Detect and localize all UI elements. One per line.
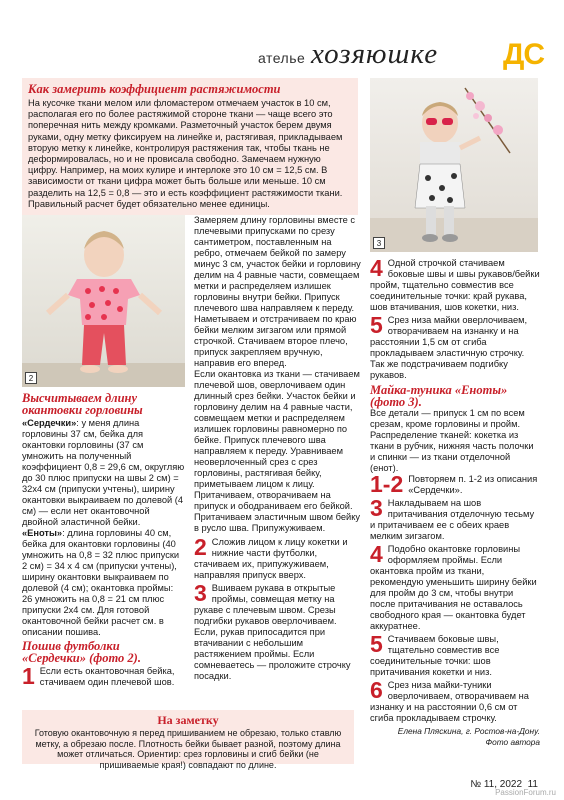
- step-text: Вшиваем рукава в открытые проймы, совмещая метку на рукаве с плечевым швом. Срезы подгибки рукавов оверлочиваем. Если, рукав припосадится при втачивании с небольшим растяжением проймы. Если сомневаетесь — проложите строчку посадки.: [194, 583, 351, 681]
- intro-title: Как замерить коэффициент растяжимости: [28, 82, 281, 96]
- photo-3: [370, 78, 538, 252]
- issue-number: № 11, 2022: [470, 779, 523, 790]
- photo-2: [22, 215, 185, 387]
- step-number: 2: [194, 537, 207, 560]
- step-1-2: [370, 474, 540, 496]
- intro-box: [22, 78, 358, 215]
- masthead: [258, 38, 558, 74]
- step-text: Срез низа майки оверлочиваем, отворачиваем на изнанку и на расстоянии 1,5 см от сгиба прокладываем эластичную строчку. Так же подстрачиваем подгибку рукавов.: [370, 315, 528, 380]
- paragraph: Замеряем длину горловины вместе с плечевыми припусками по срезу сантиметром, поставленным на ребро, отмечаем бейкой по замеру минус 3 см, участок бейки и горловину делим на 4 равные части, совмещаем метки и распределяем излишек горловины внутри бейки. Припуск плечевого шва направляем к переду. Наметываем и отстрачиваем по краю бейки мелким зигзагом или прямой строчкой. Стачиваем второе плечо, припуск закрепляем вручную, направив его вперед.: [194, 215, 361, 368]
- step-text: Повторяем п. 1-2 из описания «Сердечки».: [408, 474, 538, 495]
- paragraph: Если окантовка из ткани — стачиваем плечевой шов, оверлочиваем один длинный срез бейки. Участок бейки и горловину делим на 4 равные части, совмещаем метки и распределяем излишек горловины равномерно по бейке. Припуск плечевого шва направляем к переду. Уравниваем неоверлоченный срез с срез горловины, растягивая бейку, приметываем лицом к лицу. Притачиваем, отворачиваем на припуск и ободраниваем его бейкой. Притачиваем эластичным швом бейку в русло шва. Припужуживаем.: [194, 369, 361, 533]
- section-heading-tshirt: Пошив футболки «Сердечки» (фото 2).: [22, 639, 141, 665]
- watermark: PassionForum.ru: [495, 788, 556, 797]
- step-text: Накладываем на шов притачивания отделочную тесьму и притачиваем ее с обеих краев мелким зигзагом.: [370, 498, 535, 541]
- calc-raccoons: [22, 528, 186, 638]
- column-3: [370, 258, 540, 748]
- author-signature: Елена Пляскина, г. Ростов-на-Дону.: [397, 726, 540, 736]
- hearts-lead: «Сердечки»: [22, 418, 77, 428]
- column-2: [194, 215, 362, 684]
- toddler-hearts-photo: [22, 215, 185, 387]
- step-text: Одной строчкой стачиваем боковые швы и швы рукавов/бейки пройм, тщательно совместив все соединительные точки: край рукава, шов втачивания, шов кокетки, низ.: [370, 258, 540, 312]
- calc-hearts: [22, 418, 186, 528]
- step-3: [370, 498, 540, 542]
- intro-text: На кусочке ткани мелом или фломастером отмечаем участок в 10 см, располагая его по более растяжимой стороне ткани — чаще всего это поперечная нить между кромками. Разметочный участок берем двумя руками, одну метку фиксируем на линейке и, растягивая, прикладываем вторую метку к линейке, контролируя растяжения так, чтобы ткань не деформировалась, но и не провисала свободно. Замечаем нужную цифру. Например, на моих кулире и интерлоке это 10 см = 12,5 см. В зависимости от ткани цифра может быть больше или меньше. 10 см разделить на 12,5 = 0,8 — это и есть коэффициент растяжимости ткани. Правильный расчет будет обязательно менее единицы.: [28, 98, 343, 209]
- step-5: [370, 315, 540, 381]
- step-number: 3: [370, 498, 383, 521]
- photo-number: 2: [25, 372, 37, 384]
- column-1: [22, 392, 186, 690]
- photo-number: 3: [373, 237, 385, 249]
- step-text: Стачиваем боковые швы, тщательно совместив все соединительные точки: шов притачивания кокетки и низ.: [370, 634, 500, 677]
- step-4: [370, 258, 540, 313]
- note-box: [22, 710, 354, 770]
- step-number: 1: [22, 666, 35, 688]
- toddler-flowers-photo: [370, 78, 538, 252]
- step-text: Подобно окантовке горловины оформляем проймы. Если окантовка пройм из ткани, рекомендую уменьшить ширину бейки для пройм до 3 см, чтобы внутри после притачивания не оставалось свободного края — окантовка будет аккуратнее.: [370, 544, 537, 631]
- step-3: [194, 583, 362, 682]
- note-text: Готовую окантовочную я перед пришиванием не обрезаю, только ставлю метку, а обрезаю после. Плотность бейки бывает разной, поэтому длина может отличаться. Ориентир: срез горловины и сгиб бейки (не пришиваемые края!) совпадают по длине.: [34, 728, 342, 770]
- photo-credit: Фото автора: [485, 737, 540, 747]
- step-2: [194, 537, 362, 581]
- raccoons-text: : длина горловины 40 см, бейка для окантовки горловины (40 умножить на 0,8 = 32 плюс припуски 2 см) = 34 х 4 см (припуски учтены), ширину окантовки выкраиваем по долевой (4 см); окантовка проймы: 26 умножить на 0,8 = 21 см плюс припуски 2х4 см. Для готовой окантовочной бейки расчет см. в описании пошива.: [22, 528, 180, 637]
- step-text: Сложив лицом к лицу кокетки и нижние части футболки, стачиваем их, припужуживаем, направляя припуск вверх.: [194, 537, 348, 580]
- step-5: [370, 634, 540, 678]
- note-title: На заметку: [157, 713, 219, 727]
- step-text: Если есть окантовочная бейка, стачиваем один плечевой шов.: [39, 666, 175, 687]
- section-heading-tunic: Майка-туника «Еноты» (фото 3).: [370, 383, 508, 409]
- masthead-title: хозяюшке: [311, 38, 439, 70]
- page-number: 11: [527, 779, 538, 790]
- step-number: 4: [370, 258, 383, 281]
- step-4: [370, 544, 540, 632]
- hearts-text: : у меня длина горловины 37 см, бейка для окантовки горловины (37 см умножить на полученный коэффициент 0,8 = 29,6 см, округляю до 30 плюс припуски на швы 2 см) = 32х4 см (припуски учтены), ширину окантовки выкраиваем по долевой (4 см) — если нет окантовочной двойной эластичной бейки.: [22, 418, 185, 527]
- raccoons-lead: «Еноты»: [22, 528, 63, 538]
- step-text: Срез низа майки-туники оверлочиваем, отворачиваем на изнанку и на расстоянии 0,6 см от сгиба прокладываем строчку.: [370, 680, 529, 723]
- masthead-section: ателье: [258, 50, 306, 66]
- step-number: 1-2: [370, 474, 404, 496]
- step-1: [22, 666, 186, 688]
- step-number: 3: [194, 583, 207, 606]
- tunic-intro: Все детали — припуск 1 см по всем срезам, кроме горловины и пройм. Распределение тканей: кокетка из ткани в рубчик, нижняя часть полочки и спинки — из ткани отделочной (енот).: [370, 408, 534, 473]
- section-heading-neckline: Высчитываем длину окантовки горловины: [22, 391, 143, 417]
- step-number: 4: [370, 544, 383, 567]
- step-number: 5: [370, 634, 383, 657]
- step-number: 6: [370, 680, 383, 703]
- step-number: 5: [370, 315, 383, 338]
- step-6: [370, 680, 540, 724]
- magazine-logo: ДС: [503, 38, 545, 71]
